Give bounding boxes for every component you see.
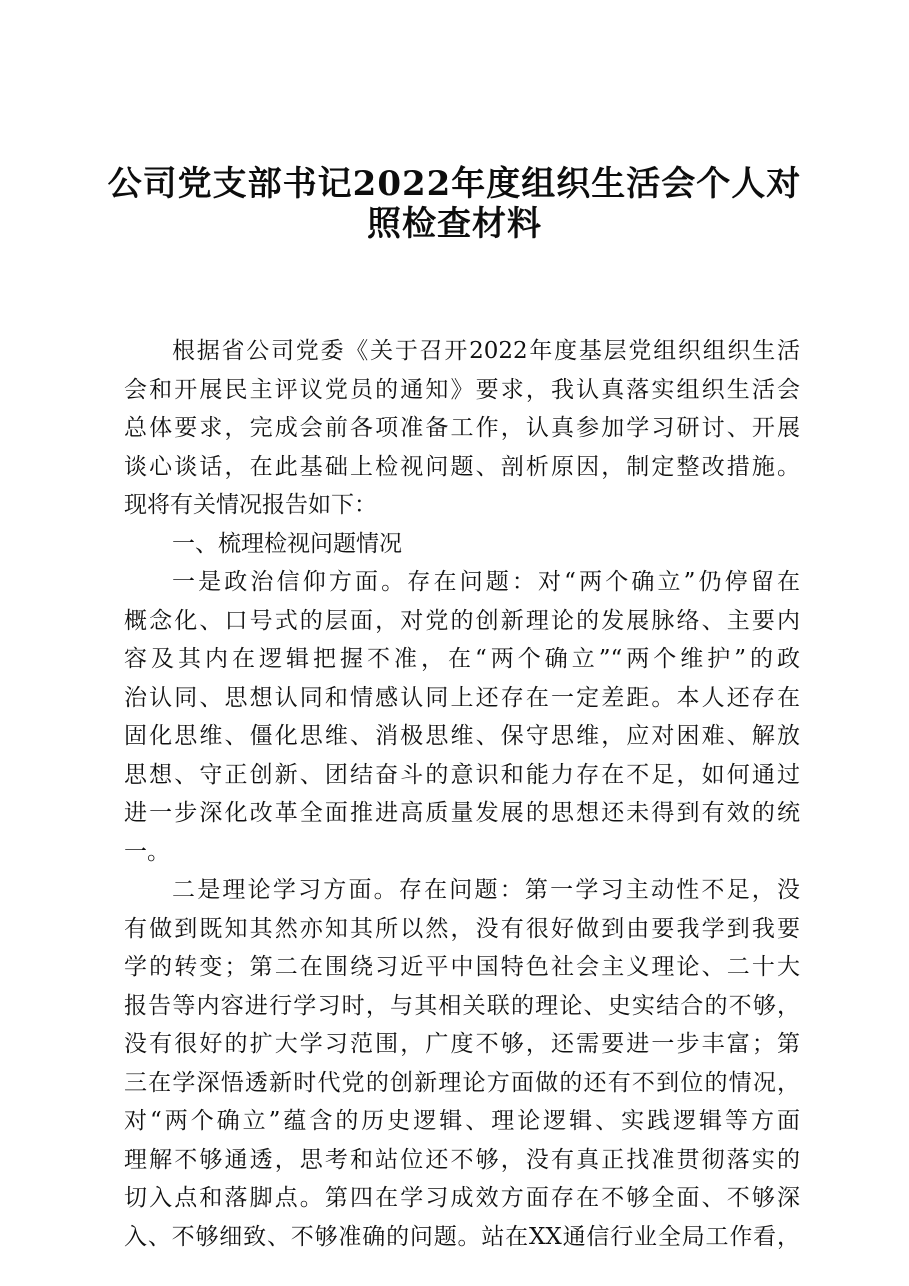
body-text-line: 治认同、思想认同和情感认同上还存在一定差距。本人还存在 bbox=[124, 684, 800, 711]
body-text-line: 概念化、口号式的层面，对党的创新理论的发展脉络、主要内 bbox=[124, 607, 800, 634]
body-text-line: 思想、守正创新、团结奋斗的意识和能力存在不足，如何通过 bbox=[124, 761, 800, 788]
body-text-line: 一、梳理检视问题情况 bbox=[172, 530, 402, 557]
body-text-line: 进一步深化改革全面推进高质量发展的思想还未得到有效的统 bbox=[124, 800, 800, 826]
body-text-line: 一是政治信仰方面。存在问题：对“两个确立”仍停留在 bbox=[172, 569, 800, 595]
body-text-line: 没有很好的扩大学习范围，广度不够，还需要进一步丰富；第 bbox=[124, 1031, 800, 1057]
body-text-line: 总体要求，完成会前各项准备工作，认真参加学习研讨、开展 bbox=[124, 415, 800, 441]
body-text-line: 根据省公司党委《关于召开2022年度基层党组织组织生活 bbox=[172, 338, 800, 364]
body-text-line: 现将有关情况报告如下： bbox=[124, 492, 377, 518]
body-text-line: 理解不够通透，思考和站位还不够，没有真正找准贯彻落实的 bbox=[124, 1146, 800, 1173]
body-text-line: 切入点和落脚点。第四在学习成效方面存在不够全面、不够深 bbox=[124, 1185, 800, 1211]
body-text-line: 报告等内容进行学习时，与其相关联的理论、史实结合的不够， bbox=[124, 992, 800, 1019]
body-text-line: 有做到既知其然亦知其所以然，没有很好做到由要我学到我要 bbox=[124, 915, 800, 942]
body-text-line: 入、不够细致、不够准确的问题。站在XX通信行业全局工作看， bbox=[124, 1223, 800, 1250]
body-text-line: 二是理论学习方面。存在问题：第一学习主动性不足，没 bbox=[172, 877, 800, 903]
document-title-line-2: 照检查材料 bbox=[367, 204, 542, 244]
body-text-line: 对“两个确立”蕴含的历史逻辑、理论逻辑、实践逻辑等方面 bbox=[124, 1108, 800, 1134]
document-body bbox=[124, 332, 800, 1256]
body-text-line: 谈心谈话，在此基础上检视问题、剖析原因，制定整改措施。 bbox=[124, 453, 800, 480]
body-text-line: 三在学深悟透新时代党的创新理论方面做的还有不到位的情况， bbox=[124, 1069, 800, 1096]
body-text-line: 固化思维、僵化思维、消极思维、保守思维，应对困难、解放 bbox=[124, 723, 800, 749]
document-title-line-1: 公司党支部书记2022年度组织生活会个人对 bbox=[107, 164, 802, 204]
body-text-line: 容及其内在逻辑把握不准，在“两个确立”“两个维护”的政 bbox=[124, 646, 800, 672]
body-text-line: 学的转变；第二在围绕习近平中国特色社会主义理论、二十大 bbox=[124, 954, 800, 980]
body-text-line: 一。 bbox=[124, 838, 170, 865]
body-text-line: 会和开展民主评议党员的通知》要求，我认真落实组织生活会 bbox=[124, 376, 800, 403]
